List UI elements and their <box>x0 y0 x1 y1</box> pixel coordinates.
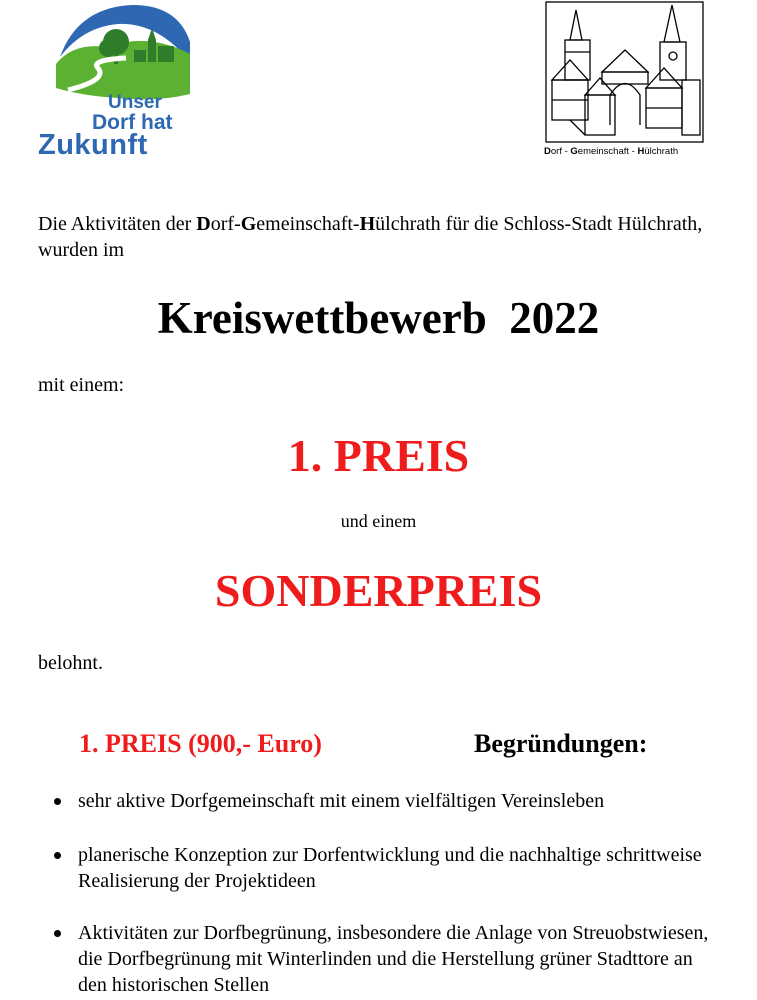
list-item <box>78 920 718 998</box>
bullet-icon <box>54 930 61 937</box>
first-prize-heading: 1. PREIS <box>287 430 470 481</box>
logo-word-dorf-hat: Dorf hat <box>92 111 173 134</box>
special-prize-heading: SONDERPREIS <box>214 565 543 616</box>
bullet-icon <box>54 852 61 859</box>
list-item <box>78 788 718 814</box>
logo-word-zukunft: Zukunft <box>38 129 148 161</box>
village-drawing-icon <box>540 0 710 145</box>
list-item-text: sehr aktive Dorfgemeinschaft mit einem vielfältigen Vereinsleben <box>78 790 605 812</box>
reasons-heading: Begründungen: <box>474 729 648 758</box>
prize-amount-heading: 1. PREIS (900,- Euro) <box>79 729 322 758</box>
list-item-text: Aktivitäten zur Dorfbegrünung, insbesondere die Anlage von Streuobstwiesen, die Dorfbegrünung mit Winterlinden und die Herstellung grüner Stadttore an den historischen Stellen <box>78 922 709 996</box>
logo-caption: Dorf - Gemeinschaft - Hülchrath <box>544 146 679 157</box>
list-item-text: planerische Konzeption zur Dorfentwicklung und die nachhaltige schrittweise Realisierung der Projektideen <box>78 844 702 892</box>
list-item <box>78 842 718 894</box>
unser-dorf-hat-zukunft-logo <box>38 2 198 162</box>
intro-paragraph: Die Aktivitäten der Dorf-Gemeinschaft-Hülchrath für die Schloss-Stadt Hülchrath, wurden im <box>38 213 703 261</box>
und-einem-text: und einem <box>340 511 417 531</box>
belohnt-text: belohnt. <box>38 652 103 674</box>
dorf-gemeinschaft-logo <box>540 0 710 165</box>
bullet-icon <box>54 798 61 805</box>
logo-word-unser: Unser <box>108 92 162 113</box>
mit-einem-text: mit einem: <box>38 374 125 396</box>
page-title: Kreiswettbewerb 2022 <box>157 293 600 343</box>
